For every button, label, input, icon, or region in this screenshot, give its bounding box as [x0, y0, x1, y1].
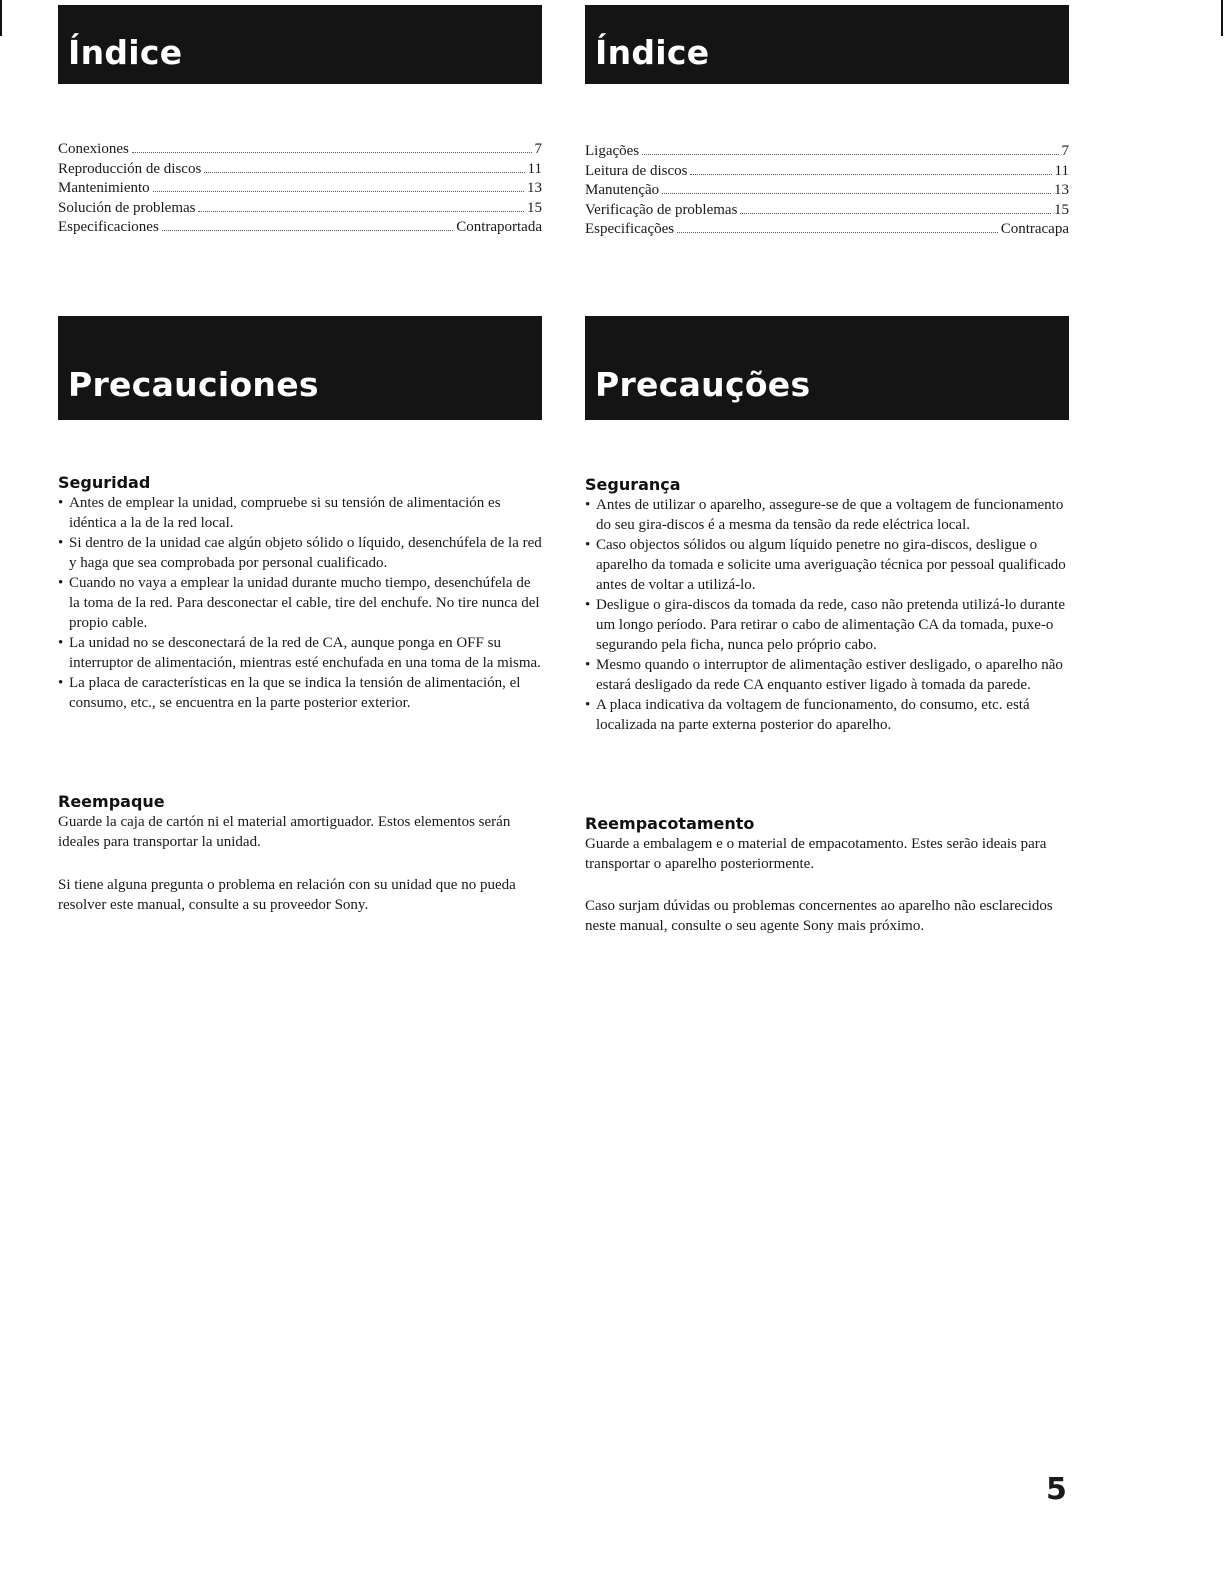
- toc-item: [58, 140, 542, 160]
- list-item: • Antes de utilizar o aparelho, assegure-se de que a voltagem de funcionamento do seu gira-discos é a mesma da tensão da rede eléctrica local.: [585, 495, 1069, 535]
- repack-section-es: [58, 792, 542, 852]
- toc-leader: [740, 213, 1051, 214]
- toc-page: 13: [1054, 182, 1069, 198]
- toc-item: [585, 220, 1069, 240]
- toc-leader: [198, 211, 524, 212]
- safety-list-es: [58, 493, 542, 713]
- safety-section-pt: [585, 475, 1069, 735]
- toc-item: [58, 179, 542, 199]
- safety-heading-pt: Segurança: [585, 475, 681, 494]
- toc-item: [585, 142, 1069, 162]
- list-item: • Desligue o gira-discos da tomada da rede, caso não pretenda utilizá-lo durante um longo período. Para retirar o cabo de alimentação CA da tomada, puxe-o segurando pela ficha, nunca pelo próprio cabo.: [585, 595, 1069, 655]
- toc-item: [58, 218, 542, 238]
- toc-label: Mantenimiento: [58, 180, 150, 196]
- list-item: • Caso objectos sólidos ou algum líquido penetre no gira-discos, desligue o aparelho da tomada e solicite uma averiguação técnica por pessoal qualificado antes de voltar a utilizá-lo.: [585, 535, 1069, 595]
- right-edge-mark: [1221, 0, 1223, 36]
- toc-pt: [585, 142, 1069, 240]
- list-item: • La placa de características en la que se indica la tensión de alimentación, el consumo, etc., se encuentra en la parte posterior exterior.: [58, 673, 542, 713]
- toc-page: 15: [1054, 201, 1069, 218]
- toc-leader: [132, 152, 532, 153]
- toc-leader: [642, 154, 1058, 155]
- list-item: • Si dentro de la unidad cae algún objeto sólido o líquido, desenchúfela de la red y haga que sea comprobada por personal cualificado.: [58, 533, 542, 573]
- safety-section-es: [58, 473, 542, 713]
- toc-page: 15: [527, 199, 542, 216]
- page-number: 5: [1046, 1472, 1067, 1507]
- toc-leader: [662, 193, 1051, 194]
- closing-section-es: [58, 875, 542, 915]
- list-item: • La unidad no se desconectará de la red de CA, aunque ponga en OFF su interruptor de alimentación, mientras esté enchufada en una toma de la misma.: [58, 633, 542, 673]
- toc-label: Especificaciones: [58, 219, 159, 235]
- toc-label: Ligações: [585, 143, 640, 159]
- toc-page: 7: [534, 141, 542, 157]
- toc-item: [585, 162, 1069, 182]
- toc-leader: [162, 230, 453, 231]
- closing-text-pt: Caso surjam dúvidas ou problemas concernentes ao aparelho não esclarecidos neste manual, consulte o seu agente Sony mais próximo.: [585, 898, 1053, 934]
- safety-list-pt: [585, 495, 1069, 735]
- toc-label: Reproducción de discos: [58, 160, 202, 177]
- list-item: • Mesmo quando o interruptor de alimentação estiver desligado, o aparelho não estará desligado da rede CA enquanto estiver ligado à tomada da parede.: [585, 655, 1069, 695]
- toc-item: [58, 160, 542, 180]
- index-title-es: Índice: [68, 33, 183, 72]
- toc-label: Leitura de discos: [585, 162, 688, 179]
- toc-label: Especificações: [585, 221, 675, 237]
- toc-item: [585, 181, 1069, 201]
- safety-heading-es: Seguridad: [58, 473, 151, 492]
- toc-leader: [690, 174, 1051, 175]
- repack-heading-pt: Reempacotamento: [585, 814, 755, 833]
- list-item: • A placa indicativa da voltagem de funcionamento, do consumo, etc. está localizada na parte externa posterior do aparelho.: [585, 695, 1069, 735]
- toc-leader: [153, 191, 524, 192]
- precautions-title-pt: Precauções: [595, 365, 811, 404]
- toc-page: 7: [1061, 143, 1069, 159]
- precautions-banner-pt: [585, 316, 1069, 420]
- toc-leader: [204, 172, 524, 173]
- index-title-pt: Índice: [595, 33, 710, 72]
- toc-page: 11: [527, 160, 542, 177]
- toc-es: [58, 140, 542, 238]
- repack-text-es: Guarde la caja de cartón ni el material amortiguador. Estos elementos serán ideales para transportar la unidad.: [58, 814, 511, 850]
- precautions-banner-es: [58, 316, 542, 420]
- toc-item: [58, 199, 542, 219]
- index-banner-es: [58, 5, 542, 84]
- list-item: • Cuando no vaya a emplear la unidad durante mucho tiempo, desenchúfela de la toma de la red. Para desconectar el cable, tire del enchufe. No tire nunca del propio cable.: [58, 573, 542, 633]
- index-banner-pt: [585, 5, 1069, 84]
- repack-section-pt: [585, 814, 1069, 874]
- list-item: • Antes de emplear la unidad, compruebe si su tensión de alimentación es idéntica a la de la red local.: [58, 493, 542, 533]
- closing-text-es: Si tiene alguna pregunta o problema en relación con su unidad que no pueda resolver este manual, consulte a su proveedor Sony.: [58, 877, 516, 913]
- toc-label: Conexiones: [58, 141, 129, 157]
- toc-label: Solución de problemas: [58, 199, 196, 216]
- toc-label: Verificação de problemas: [585, 201, 738, 218]
- toc-label: Manutenção: [585, 182, 660, 198]
- toc-page: 11: [1054, 162, 1069, 179]
- toc-page: Contracapa: [1000, 221, 1069, 237]
- left-edge-mark: [0, 0, 2, 36]
- precautions-title-es: Precauciones: [68, 365, 319, 404]
- toc-item: [585, 201, 1069, 221]
- toc-leader: [677, 232, 998, 233]
- repack-heading-es: Reempaque: [58, 792, 165, 811]
- toc-page: 13: [527, 180, 542, 196]
- toc-page: Contraportada: [456, 219, 542, 235]
- closing-section-pt: [585, 896, 1069, 936]
- repack-text-pt: Guarde a embalagem e o material de empacotamento. Estes serão ideais para transportar o aparelho posteriormente.: [585, 836, 1047, 872]
